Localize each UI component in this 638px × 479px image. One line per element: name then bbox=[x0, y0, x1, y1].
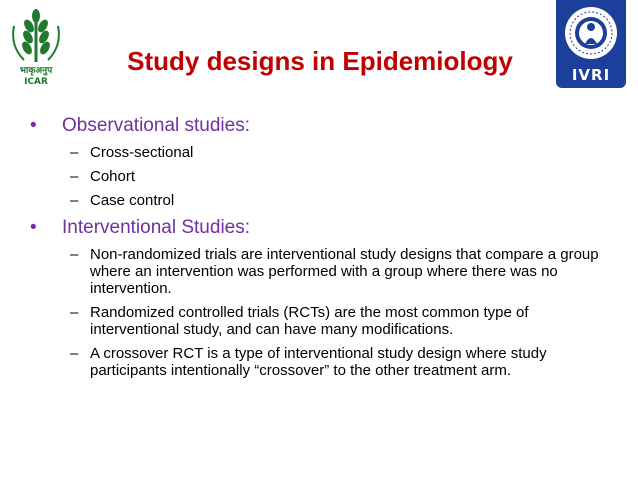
slide-title: Study designs in Epidemiology bbox=[127, 46, 513, 76]
dash-icon: – bbox=[70, 304, 79, 321]
slide-body bbox=[28, 114, 608, 386]
list-item bbox=[28, 345, 608, 379]
list-item bbox=[28, 168, 608, 185]
list-item bbox=[28, 144, 608, 161]
list-item-text: Cross-sectional bbox=[90, 144, 194, 161]
section-heading-text: Interventional Studies: bbox=[62, 217, 251, 238]
icar-logo bbox=[6, 6, 66, 96]
bullet-icon: • bbox=[30, 217, 37, 238]
dash-icon: – bbox=[70, 246, 79, 263]
list-item bbox=[28, 192, 608, 209]
list-item bbox=[28, 246, 608, 297]
ivri-logo bbox=[556, 0, 626, 88]
dash-icon: – bbox=[70, 168, 79, 185]
list-item-text: Non-randomized trials are interventional study designs that compare a group where an intervention was performed with a group where there was no intervention. bbox=[90, 246, 599, 297]
section-heading-interventional bbox=[28, 216, 608, 239]
section-heading-observational bbox=[28, 114, 608, 137]
list-item bbox=[28, 304, 608, 338]
list-item-text: Cohort bbox=[90, 168, 136, 185]
dash-icon: – bbox=[70, 345, 79, 362]
bullet-icon: • bbox=[30, 115, 37, 136]
list-item-text: A crossover RCT is a type of interventional study design where study participants intentionally “crossover” to the other treatment arm. bbox=[90, 345, 547, 379]
section-heading-text: Observational studies: bbox=[62, 115, 250, 136]
ivri-logo-text: IVRI bbox=[571, 66, 611, 84]
list-item-text: Case control bbox=[90, 192, 175, 209]
ivri-emblem-icon bbox=[556, 0, 626, 66]
icar-logo-text: भाकृअनुप ICAR bbox=[19, 66, 53, 87]
wheat-icon bbox=[6, 6, 66, 66]
list-item-text: Randomized controlled trials (RCTs) are the most common type of interventional study, and can have many modifications. bbox=[90, 304, 529, 338]
dash-icon: – bbox=[70, 144, 79, 161]
dash-icon: – bbox=[70, 192, 79, 209]
